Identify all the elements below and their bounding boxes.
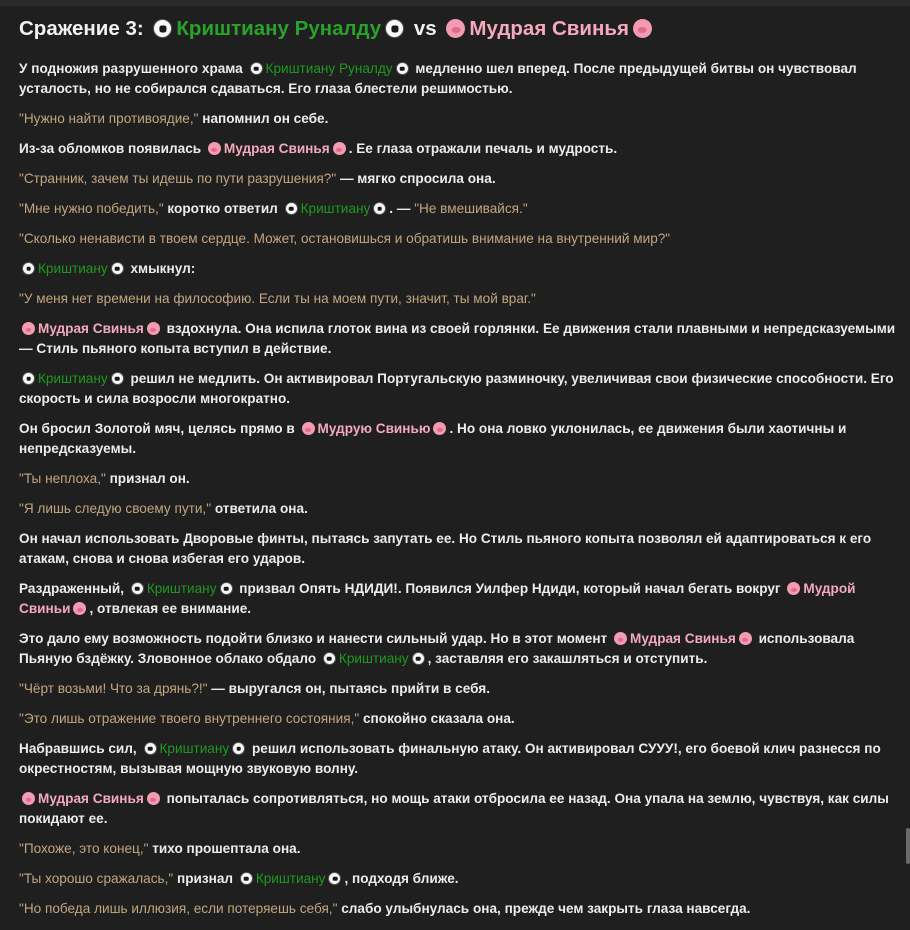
dialogue-quote: "Я лишь следую своему пути,": [19, 501, 212, 516]
soccer-ball-icon: [285, 202, 298, 215]
battle-title: [19, 14, 899, 44]
name-pig: Мудрая Свинья: [223, 141, 330, 156]
pig-face-icon: [739, 632, 752, 645]
narration: Он начал использовать Дворовые финты, пытаясь запутать ее. Но Стиль пьяного копыта позволял ей адаптироваться к его атакам, снова и снова избегая его ударов.: [19, 531, 872, 566]
soccer-ball-icon: [153, 19, 172, 38]
soccer-ball-icon: [220, 582, 233, 595]
narration: Набравшись сил,: [19, 741, 137, 756]
pig-face-icon: [633, 19, 652, 38]
pig-face-icon: [787, 582, 800, 595]
dialogue-quote: "Сколько ненависти в твоем сердце. Может, остановишься и обратишь внимание на внутренний мир?": [19, 231, 671, 246]
narration: . Ее глаза отражали печаль и мудрость.: [348, 141, 618, 156]
soccer-ball-icon: [323, 652, 336, 665]
title-vs: vs: [413, 17, 437, 40]
narration: Он бросил Золотой мяч, целясь прямо в: [19, 421, 295, 436]
narration: хмыкнул:: [130, 261, 196, 276]
dialogue-quote: "Чёрт возьми! Что за дрянь?!": [19, 681, 208, 696]
dialogue-quote: "Но победа лишь иллюзия, если потеряешь себя,": [19, 901, 338, 916]
previous-content-edge: [0, 0, 910, 6]
name-cristiano: Криштиану: [255, 871, 326, 886]
narration: спокойно сказала она.: [363, 711, 515, 726]
narration: , подходя ближе.: [344, 871, 459, 886]
title-fighter-pig: Мудрая Свинья: [469, 17, 629, 40]
soccer-ball-icon: [250, 62, 263, 75]
narration: напомнил он себе.: [202, 111, 329, 126]
story-paragraph: [19, 419, 899, 459]
name-cristiano: Криштиану: [300, 201, 371, 216]
name-pig: Мудрая Свинья: [630, 631, 736, 646]
narration: — выругался он, пытаясь прийти в себя.: [211, 681, 490, 696]
narration: вздохнула. Она испила глоток вина из своей горлянки. Ее движения стали плавными и непредсказуемыми — Стиль пьяного копыта вступил в действие.: [19, 321, 896, 356]
title-prefix: Сражение 3:: [19, 17, 144, 40]
soccer-ball-icon: [396, 62, 409, 75]
narration: попыталась сопротивляться, но мощь атаки отбросила ее назад. Она упала на землю, чувствуя, как силы покидают ее.: [19, 791, 889, 826]
soccer-ball-icon: [412, 652, 425, 665]
soccer-ball-icon: [232, 742, 245, 755]
name-cristiano: Криштиану: [159, 741, 230, 756]
soccer-ball-icon: [328, 872, 341, 885]
narration: коротко ответил: [167, 201, 278, 216]
narration: ответила она.: [214, 501, 308, 516]
narration: . Но она ловко уклонилась, ее движения были хаотичны и непредсказуемы.: [19, 421, 847, 456]
narration: Это дало ему возможность подойти близко и нанести сильный удар. Но в этот момент: [19, 631, 608, 646]
dialogue-quote: "Не вмешивайся.": [414, 201, 528, 216]
name-cristiano: Криштиану: [38, 261, 108, 276]
narration: решил использовать финальную атаку. Он активировал СУУУ!, его боевой клич разнесся по окрестностям, вызывая мощную звуковую волну.: [19, 741, 881, 776]
story-paragraph: [19, 109, 899, 129]
soccer-ball-icon: [111, 372, 124, 385]
title-fighter-cristiano: Криштиану Руналду: [176, 17, 382, 40]
narration: использовала Пьяную бздёжку. Зловонное облако обдало: [19, 631, 855, 666]
pig-face-icon: [433, 422, 446, 435]
name-pig: Мудрой Свиньи: [19, 581, 856, 616]
pig-face-icon: [73, 602, 86, 615]
dialogue-quote: "Похоже, это конец,": [19, 841, 149, 856]
narration: . —: [389, 201, 411, 216]
dialogue-quote: "Странник, зачем ты идешь по пути разрушения?": [19, 171, 337, 186]
story-paragraph: [19, 789, 899, 829]
story-paragraph: [19, 139, 899, 159]
pig-face-icon: [22, 792, 35, 805]
soccer-ball-icon: [111, 262, 124, 275]
story-paragraph: [19, 169, 899, 189]
dialogue-quote: "Ты хорошо сражалась,": [19, 871, 174, 886]
story-paragraph: [19, 59, 899, 99]
story-paragraph: [19, 529, 899, 569]
narration: решил не медлить. Он активировал Португальскую разминочку, увеличивая свои физические способности. Его скорость и сила возросли многократно.: [19, 371, 894, 406]
story-paragraph: [19, 469, 899, 489]
dialogue-quote: "У меня нет времени на философию. Если ты на моем пути, значит, ты мой враг.": [19, 291, 536, 306]
story-paragraph: [19, 679, 899, 699]
name-cristiano: Криштиану: [338, 651, 409, 666]
story-paragraph: [19, 629, 899, 669]
story-paragraph: [19, 289, 899, 309]
story-paragraph: [19, 199, 899, 219]
soccer-ball-icon: [240, 872, 253, 885]
dialogue-quote: "Ты неплоха,": [19, 471, 106, 486]
soccer-ball-icon: [385, 19, 404, 38]
narration: слабо улыбнулась она, прежде чем закрыть глаза навсегда.: [341, 901, 751, 916]
name-pig: Мудрая Свинья: [38, 321, 144, 336]
name-cristiano: Криштиану: [38, 371, 108, 386]
narration: , заставляя его закашляться и отступить.: [427, 651, 708, 666]
dialogue-quote: "Нужно найти противоядие,": [19, 111, 199, 126]
story-paragraph: [19, 739, 899, 779]
story-paragraph: [19, 869, 899, 889]
narration: Из-за обломков появилась: [19, 141, 202, 156]
story-paragraph: [19, 259, 899, 279]
story-paragraph: [19, 319, 899, 359]
pig-face-icon: [208, 142, 221, 155]
soccer-ball-icon: [144, 742, 157, 755]
narration: , отвлекая ее внимание.: [89, 601, 252, 616]
scrollbar-thumb[interactable]: [906, 828, 910, 864]
soccer-ball-icon: [22, 372, 35, 385]
name-pig: Мудрая Свинья: [38, 791, 144, 806]
story-paragraph: [19, 369, 899, 409]
narration: призвал Опять НДИДИ!. Появился Уилфер Ндиди, который начал бегать вокруг: [239, 581, 781, 596]
narration: — мягко спросила она.: [339, 171, 496, 186]
pig-face-icon: [147, 322, 160, 335]
pig-face-icon: [147, 792, 160, 805]
dialogue-quote: "Это лишь отражение твоего внутреннего состояния,": [19, 711, 360, 726]
narration: тихо прошептала она.: [152, 841, 301, 856]
pig-face-icon: [446, 19, 465, 38]
soccer-ball-icon: [131, 582, 144, 595]
pig-face-icon: [333, 142, 346, 155]
story-paragraph: [19, 899, 899, 919]
story-paragraph: [19, 709, 899, 729]
pig-face-icon: [22, 322, 35, 335]
story-paragraph: [19, 499, 899, 519]
pig-face-icon: [302, 422, 315, 435]
battle-story: [19, 14, 899, 929]
narration: У подножия разрушенного храма: [19, 61, 243, 76]
name-cristiano: Криштиану: [146, 581, 217, 596]
name-cristiano: Криштиану Руналду: [265, 61, 393, 76]
story-paragraph: [19, 229, 899, 249]
story-paragraph: [19, 579, 899, 619]
narration: признал он.: [109, 471, 190, 486]
narration: медленно шел вперед. После предыдущей битвы он чувствовал усталость, но не собирался сдаваться. Его глаза блестели решимостью.: [19, 61, 857, 96]
dialogue-quote: "Мне нужно победить,": [19, 201, 164, 216]
pig-face-icon: [614, 632, 627, 645]
story-paragraph: [19, 839, 899, 859]
name-pig: Мудрую Свинью: [317, 421, 431, 436]
soccer-ball-icon: [22, 262, 35, 275]
narration: Раздраженный,: [19, 581, 125, 596]
narration: признал: [176, 871, 234, 886]
soccer-ball-icon: [373, 202, 386, 215]
